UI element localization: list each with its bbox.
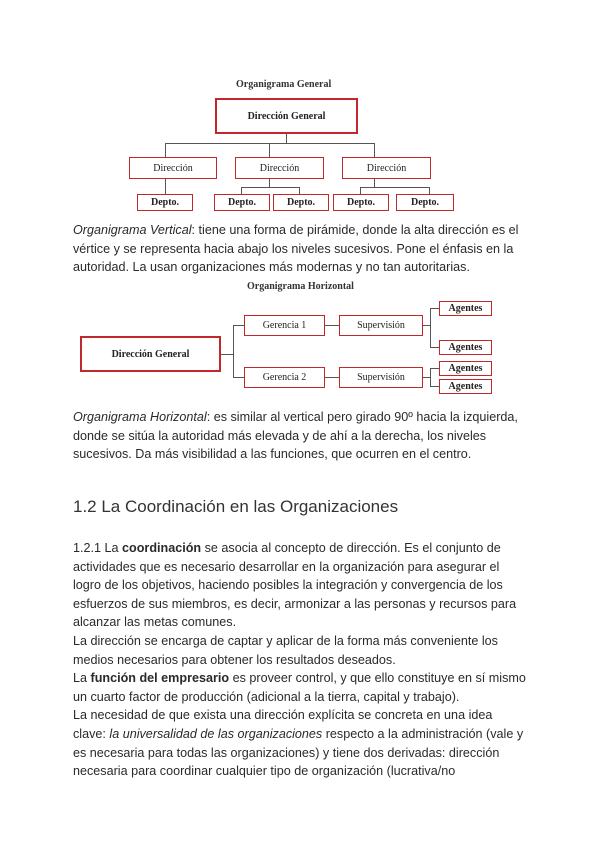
paragraph-text: La necesidad de que exista una dirección explícita se concreta en una idea clave: xyxy=(73,708,493,741)
depto-box: Depto. xyxy=(333,194,389,211)
connector xyxy=(233,325,234,377)
gerencia-box: Gerencia 2 xyxy=(244,367,325,388)
connector xyxy=(423,325,430,326)
supervision-box: Supervisión xyxy=(339,315,423,336)
connector xyxy=(360,187,361,194)
section-heading: 1.2 La Coordinación en las Organizaciones xyxy=(73,497,399,516)
paragraph-text: 1.2.1 La xyxy=(73,541,123,555)
depto-box: Depto. xyxy=(137,194,193,211)
paragraph xyxy=(73,706,528,780)
body-text xyxy=(73,539,528,781)
connector xyxy=(269,179,270,187)
connector xyxy=(286,134,287,143)
connector xyxy=(165,143,166,157)
connector xyxy=(221,354,233,355)
paragraph-text: respecto a la administración (vale y es necesaria para todas las organizaciones) y tiene dos derivadas: dirección necesaria para coordinar cualquier tipo de organización (lucrativa/no xyxy=(73,726,524,779)
connector xyxy=(423,377,430,378)
connector xyxy=(233,325,244,326)
paragraph xyxy=(73,539,528,632)
paragraph-text: La xyxy=(73,671,91,686)
connector xyxy=(430,308,439,309)
direccion-general-box: Dirección General xyxy=(80,336,221,372)
connector xyxy=(430,347,439,348)
depto-box: Depto. xyxy=(214,194,270,211)
direccion-general-box: Dirección General xyxy=(215,98,358,134)
connector xyxy=(360,187,430,188)
connector xyxy=(241,187,242,194)
italic-term: la universalidad de las organizaciones xyxy=(109,726,323,741)
paragraph-text: : tiene una forma de pirámide, donde la alta dirección es el vértice y se representa hacia abajo los niveles sucesivos. Pone el énfasis en la autoridad. La usan organizaciones más modernas y no tan autoritarias. xyxy=(73,223,519,275)
agentes-box: Agentes xyxy=(439,379,492,394)
connector xyxy=(241,187,300,188)
depto-box: Depto. xyxy=(273,194,329,211)
term-italic: Organigrama Vertical xyxy=(73,223,192,237)
paragraph-text: es proveer control, y que ello constituye en sí mismo un cuarto factor de producción (adicional a la tierra, capital y trabajo). xyxy=(73,671,526,704)
bold-term: coordinación xyxy=(122,541,202,555)
chart-title: Organigrama General xyxy=(236,79,332,90)
gerencia-box: Gerencia 1 xyxy=(244,315,325,336)
connector xyxy=(430,368,431,386)
paragraph-text: : es similar al vertical pero girado 90º hacia la izquierda, donde se sitúa la autoridad más elevada y de ahí a la derecha, los niveles sucesivos. Da más visibilidad a las funciones, que ocurren en el centro. xyxy=(73,410,518,462)
connector xyxy=(165,179,166,194)
connector xyxy=(430,368,439,369)
depto-box: Depto. xyxy=(396,194,454,211)
direccion-box: Dirección xyxy=(129,157,217,179)
direccion-box: Dirección xyxy=(342,157,431,179)
supervision-box: Supervisión xyxy=(339,367,423,388)
term-italic: Organigrama Horizontal xyxy=(73,410,207,424)
connector xyxy=(269,143,270,157)
connector xyxy=(299,187,300,194)
connector xyxy=(233,377,244,378)
organigrama-vertical-paragraph xyxy=(73,221,528,277)
connector xyxy=(430,308,431,347)
paragraph: La dirección se encarga de captar y aplicar de la forma más conveniente los medios necesarios para obtener los resultados deseados. xyxy=(73,633,498,667)
connector xyxy=(374,143,375,157)
organigrama-horizontal-paragraph xyxy=(73,408,528,464)
connector xyxy=(325,377,339,378)
agentes-box: Agentes xyxy=(439,340,492,355)
direccion-box: Dirección xyxy=(235,157,324,179)
connector xyxy=(430,386,439,387)
agentes-box: Agentes xyxy=(439,301,492,316)
paragraph-text: se asocia al concepto de dirección. Es el conjunto de actividades que es necesario desarrollar en la organización para asegurar el logro de los objetivos, haciendo posibles la integración y convergencia de los esfuerzos de sus miembros, es decir, armonizar a las personas y recursos para alcanzar las metas comunes. xyxy=(73,541,517,630)
chart-title: Organigrama Horizontal xyxy=(247,281,354,292)
paragraph xyxy=(73,669,528,706)
connector xyxy=(374,179,375,187)
agentes-box: Agentes xyxy=(439,361,492,376)
bold-term: función del empresario xyxy=(90,671,230,686)
connector xyxy=(325,325,339,326)
connector xyxy=(429,187,430,194)
